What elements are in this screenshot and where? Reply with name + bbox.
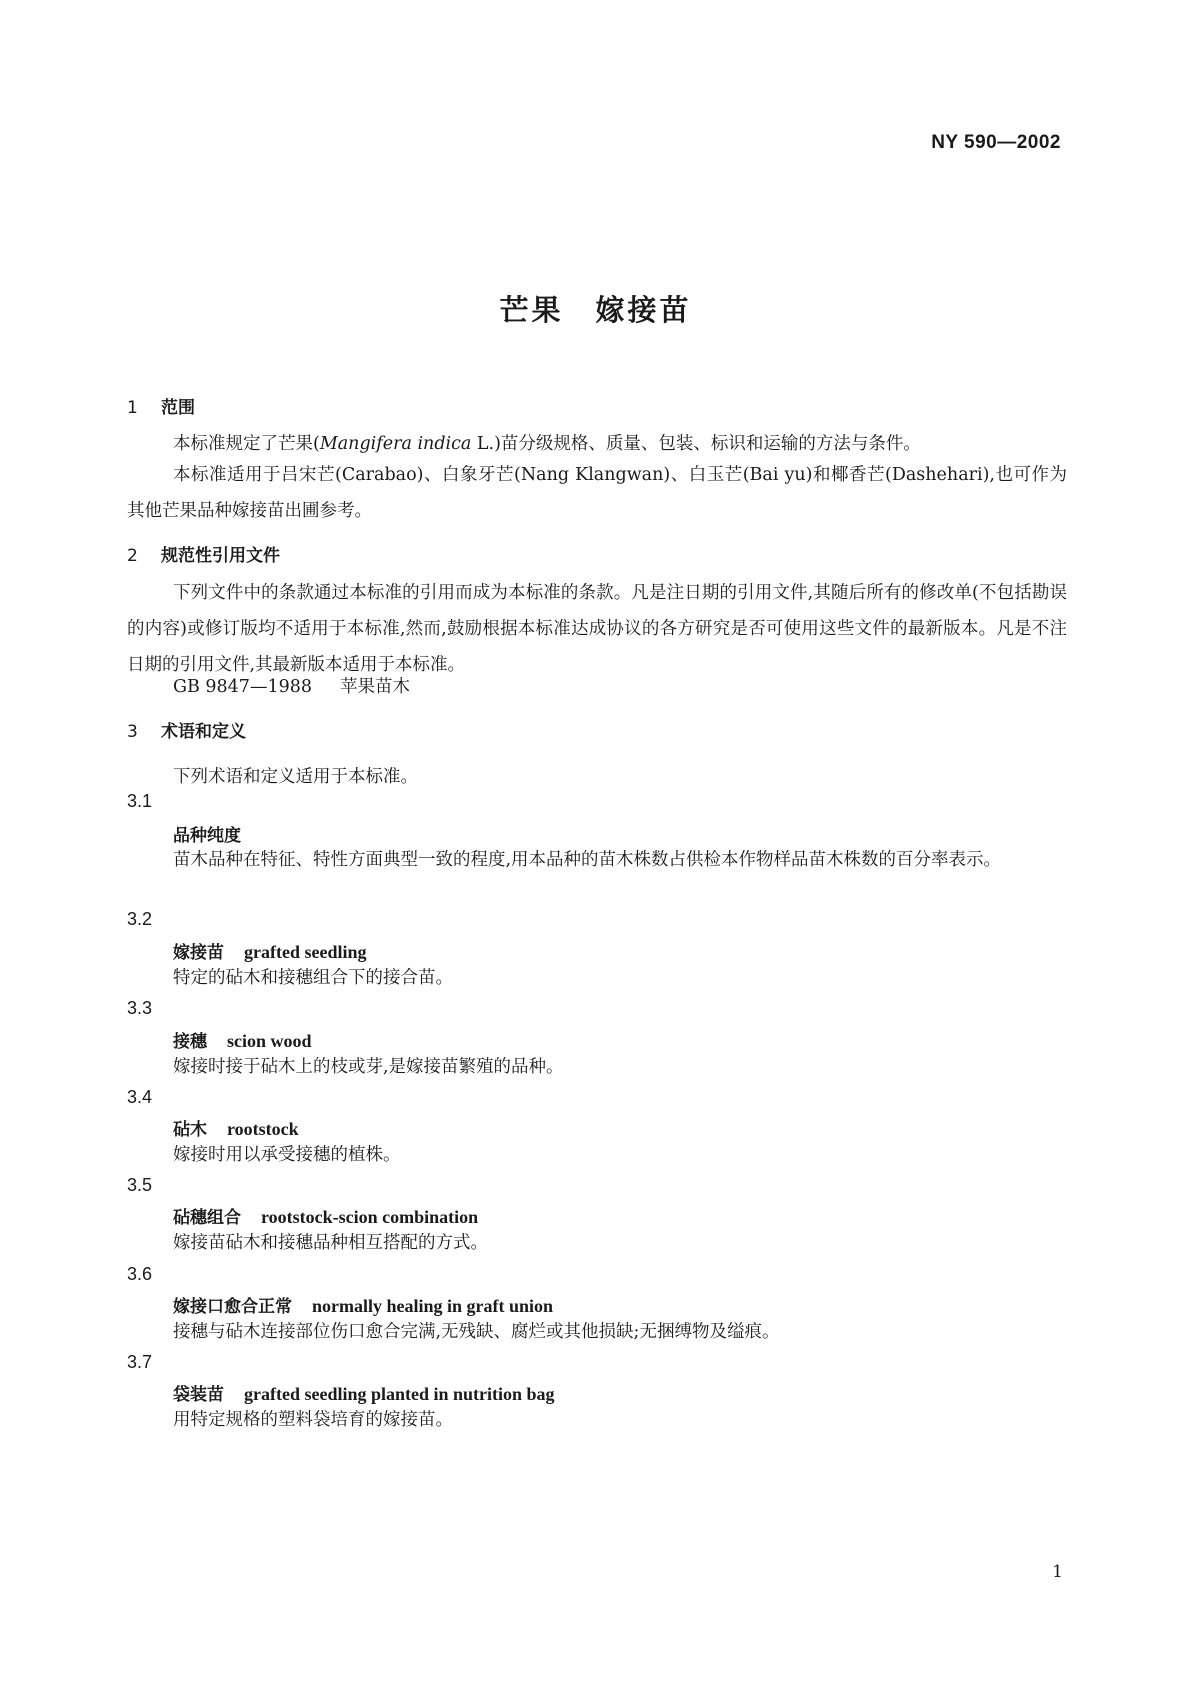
section-title: 术语和定义 bbox=[161, 722, 246, 742]
term-number: 3.2 bbox=[127, 909, 153, 929]
term-number: 3.7 bbox=[127, 1352, 153, 1372]
term-en: grafted seedling bbox=[244, 942, 367, 962]
section-2-heading bbox=[127, 541, 280, 566]
term-en: normally healing in graft union bbox=[312, 1296, 554, 1316]
reference-code: GB 9847—1988 bbox=[173, 677, 312, 697]
term-en: rootstock bbox=[227, 1119, 299, 1139]
term-cn: 嫁接口愈合正常 bbox=[173, 1297, 292, 1317]
section-number: 1 bbox=[127, 398, 138, 418]
term-number: 3.4 bbox=[127, 1087, 153, 1107]
term-cn: 砧木 bbox=[173, 1120, 207, 1140]
section-1-heading bbox=[127, 393, 195, 418]
scope-p1-latin: Mangifera indica bbox=[319, 434, 472, 454]
term-definition: 接穗与砧木连接部位伤口愈合完满,无残缺、腐烂或其他损缺;无捆缚物及缢痕。 bbox=[173, 1322, 780, 1342]
term-cn: 品种纯度 bbox=[173, 826, 241, 846]
term-definition: 嫁接时用以承受接穗的植株。 bbox=[173, 1145, 401, 1165]
term-en: rootstock-scion combination bbox=[261, 1207, 479, 1227]
term-cn: 砧穗组合 bbox=[173, 1208, 241, 1228]
scope-paragraph-2: 本标准适用于吕宋芒(Carabao)、白象牙芒(Nang Klangwan)、白玉芒(Bai yu)和椰香芒(Dashehari),也可作为其他芒果品种嫁接苗出圃参考。 bbox=[127, 465, 1067, 521]
term-number: 3.3 bbox=[127, 998, 153, 1018]
term-cn: 袋装苗 bbox=[173, 1385, 224, 1405]
term-number: 3.5 bbox=[127, 1175, 153, 1195]
term-cn: 接穗 bbox=[173, 1032, 207, 1052]
standard-code: NY 590—2002 bbox=[931, 132, 1061, 153]
term-definition: 嫁接苗砧木和接穗品种相互搭配的方式。 bbox=[173, 1233, 488, 1253]
scope-p1-pre: 本标准规定了芒果( bbox=[173, 434, 320, 454]
document-title: 芒果 嫁接苗 bbox=[499, 293, 692, 327]
reference-title: 苹果苗木 bbox=[339, 677, 410, 697]
term-cn: 嫁接苗 bbox=[173, 943, 224, 963]
section-number: 3 bbox=[127, 722, 138, 742]
section-number: 2 bbox=[127, 546, 138, 566]
page-number: 1 bbox=[1052, 1562, 1063, 1582]
section-title: 范围 bbox=[161, 398, 195, 418]
term-number: 3.1 bbox=[127, 791, 153, 811]
scope-p1-post: L.)苗分级规格、质量、包装、标识和运输的方法与条件。 bbox=[471, 434, 921, 454]
section-title: 规范性引用文件 bbox=[161, 546, 280, 566]
term-en: scion wood bbox=[227, 1031, 312, 1051]
section-3-heading bbox=[127, 717, 246, 742]
terms-intro: 下列术语和定义适用于本标准。 bbox=[173, 767, 418, 787]
normative-paragraph: 下列文件中的条款通过本标准的引用而成为本标准的条款。凡是注日期的引用文件,其随后所有的修改单(不包括勘误的内容)或修订版均不适用于本标准,然而,鼓励根据本标准达成协议的各方研究是否可使用这些文件的最新版本。凡是不注日期的引用文件,其最新版本适用于本标准。 bbox=[127, 583, 1067, 675]
term-definition: 用特定规格的塑料袋培育的嫁接苗。 bbox=[173, 1410, 453, 1430]
term-definition: 苗木品种在特征、特性方面典型一致的程度,用本品种的苗木株数占供检本作物样品苗木株数的百分率表示。 bbox=[173, 850, 1002, 870]
term-definition: 嫁接时接于砧木上的枝或芽,是嫁接苗繁殖的品种。 bbox=[173, 1057, 564, 1077]
normative-reference bbox=[173, 673, 410, 698]
term-number: 3.6 bbox=[127, 1264, 153, 1284]
term-en: grafted seedling planted in nutrition bag bbox=[244, 1384, 555, 1404]
term-definition: 特定的砧木和接穗组合下的接合苗。 bbox=[173, 968, 453, 988]
